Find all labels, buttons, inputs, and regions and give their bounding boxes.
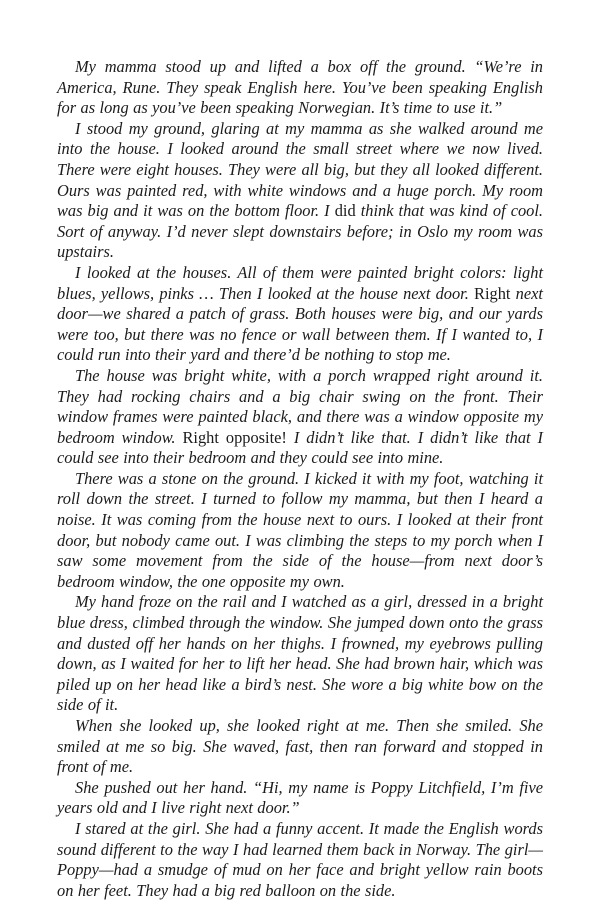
paragraph (57, 263, 543, 366)
paragraph (57, 57, 543, 119)
body-text: The house was bright white, with a porch wrapped right around it. They had rocking chairs and a big chair swing on the front. Their window frames were painted black, and there was a window opposite my bedroom window. (57, 365, 543, 447)
paragraph (57, 366, 543, 469)
body-text: She pushed out her hand. “Hi, my name is Poppy Litchfield, I’m five years old and I live right next door.” (57, 777, 543, 818)
body-text: There was a stone on the ground. I kicked it with my foot, watching it roll down the street. I turned to follow my mamma, but then I heard a noise. It was coming from the house next to ours. I looked at their front door, but nobody came out. I was climbing the steps to my porch when I saw some movement from the side of the house—from next door’s bedroom window, the one opposite my own. (57, 468, 543, 591)
body-text: My hand froze on the rail and I watched as a girl, dressed in a bright blue dress, climbed through the window. She jumped down onto the grass and dusted off her hands on her thighs. I frowned, my eyebrows pulling down, as I waited for her to lift her head. She had brown hair, which was piled up on her head like a bird’s nest. She wore a big white bow on the side of it. (57, 592, 543, 715)
paragraph (57, 819, 543, 901)
emphasized-text: did (334, 201, 356, 221)
page-text (57, 57, 543, 901)
body-text: I looked at the houses. All of them were painted bright colors: light blues, yellows, pinks … Then I looked at the house next door. (57, 262, 543, 303)
paragraph (57, 592, 543, 716)
paragraph (57, 716, 543, 778)
body-text: When she looked up, she looked right at me. Then she smiled. She smiled at me so big. She waved, fast, then ran forward and stopped in front of me. (57, 716, 543, 777)
body-text: next door—we shared a patch of grass. Both houses were big, and our yards were too, but there was no fence or wall between them. If I wanted to, I could run into their yard and there’d be nothing to stop me. (57, 283, 543, 365)
paragraph (57, 778, 543, 819)
body-text: I stood my ground, glaring at my mamma as she walked around me into the house. I looked around the small street where we now lived. There were eight houses. They were all big, but they all looked different. Ours was painted red, with white windows and a huge porch. My room was big and it was on the bottom floor. I (57, 118, 543, 221)
emphasized-text: Right (474, 283, 511, 303)
body-text: I didn’t like that. I didn’t like that I could see into their bedroom and they could see into mine. (57, 427, 544, 468)
paragraph (57, 119, 543, 263)
body-text: think that was kind of cool. Sort of anyway. I’d never slept downstairs before; in Oslo my room was upstairs. (57, 201, 544, 262)
body-text: I stared at the girl. She had a funny accent. It made the English words sound different to the way I had learned them back in Norway. The girl—Poppy—had a smudge of mud on her face and bright yellow rain boots on her feet. They had a big red balloon on the side. (57, 818, 543, 900)
emphasized-text: Right opposite! (182, 427, 287, 447)
paragraph (57, 469, 543, 593)
body-text: My mamma stood up and lifted a box off the ground. “We’re in America, Rune. They speak English here. You’ve been speaking English for as long as you’ve been speaking Norwegian. It’s time to use it.” (57, 57, 543, 118)
